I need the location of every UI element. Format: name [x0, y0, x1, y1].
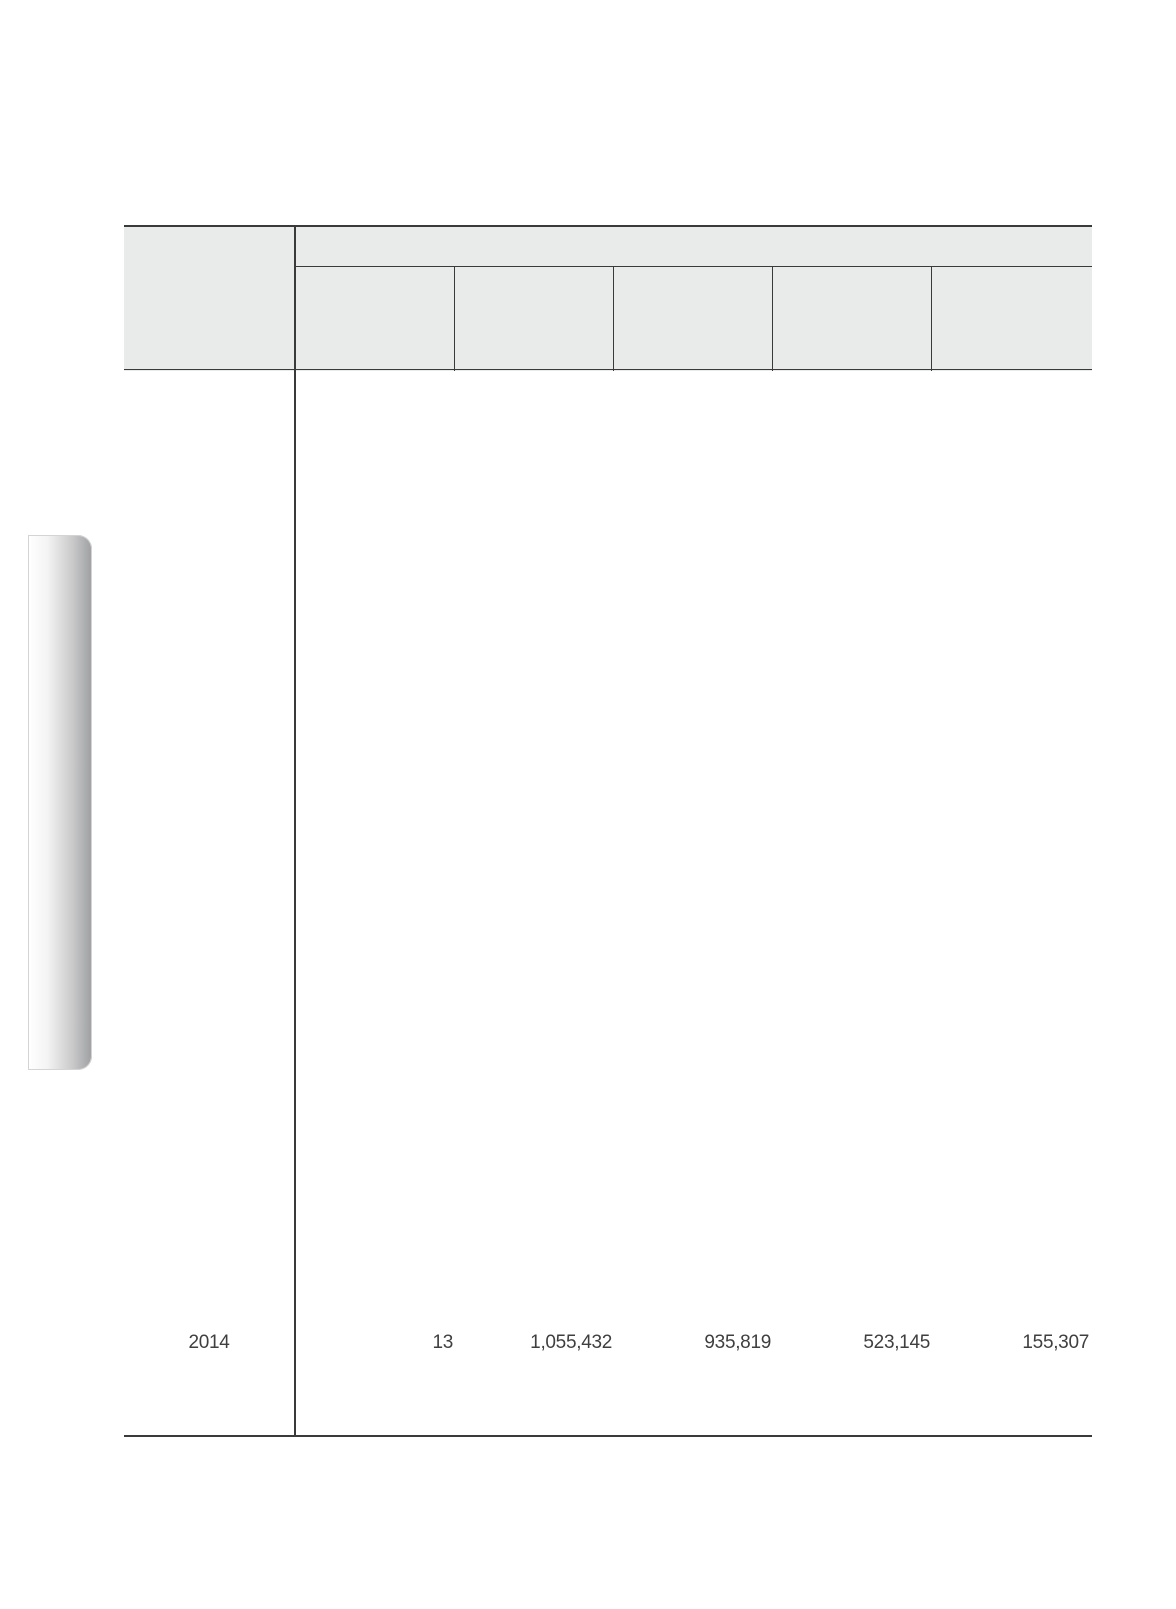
row-value-cell-5: 155,307	[1022, 1332, 1089, 1353]
header-column-5	[932, 267, 1092, 371]
header-column-4	[773, 267, 931, 371]
table-header	[124, 227, 1092, 371]
row-value-cell-2: 1,055,432	[530, 1332, 612, 1353]
header-stub-cell	[124, 227, 294, 371]
row-year-cell: 2014	[188, 1332, 230, 1353]
row-value-cell-4: 523,145	[863, 1332, 930, 1353]
header-column-divider	[772, 267, 773, 371]
header-column-2	[455, 267, 613, 371]
row-value-cell-3: 935,819	[704, 1332, 771, 1353]
table-bottom-rule	[124, 1435, 1092, 1437]
data-table	[124, 225, 1092, 1437]
side-tab	[28, 535, 92, 1070]
stub-column-divider	[294, 225, 296, 1435]
header-column-1	[296, 267, 454, 371]
row-value-cell-1: 13	[432, 1332, 453, 1353]
header-group-cell	[296, 227, 1092, 266]
header-column-divider	[931, 267, 932, 371]
header-bottom-rule	[124, 369, 1092, 370]
header-column-divider	[613, 267, 614, 371]
header-column-divider	[454, 267, 455, 371]
header-column-3	[614, 267, 772, 371]
